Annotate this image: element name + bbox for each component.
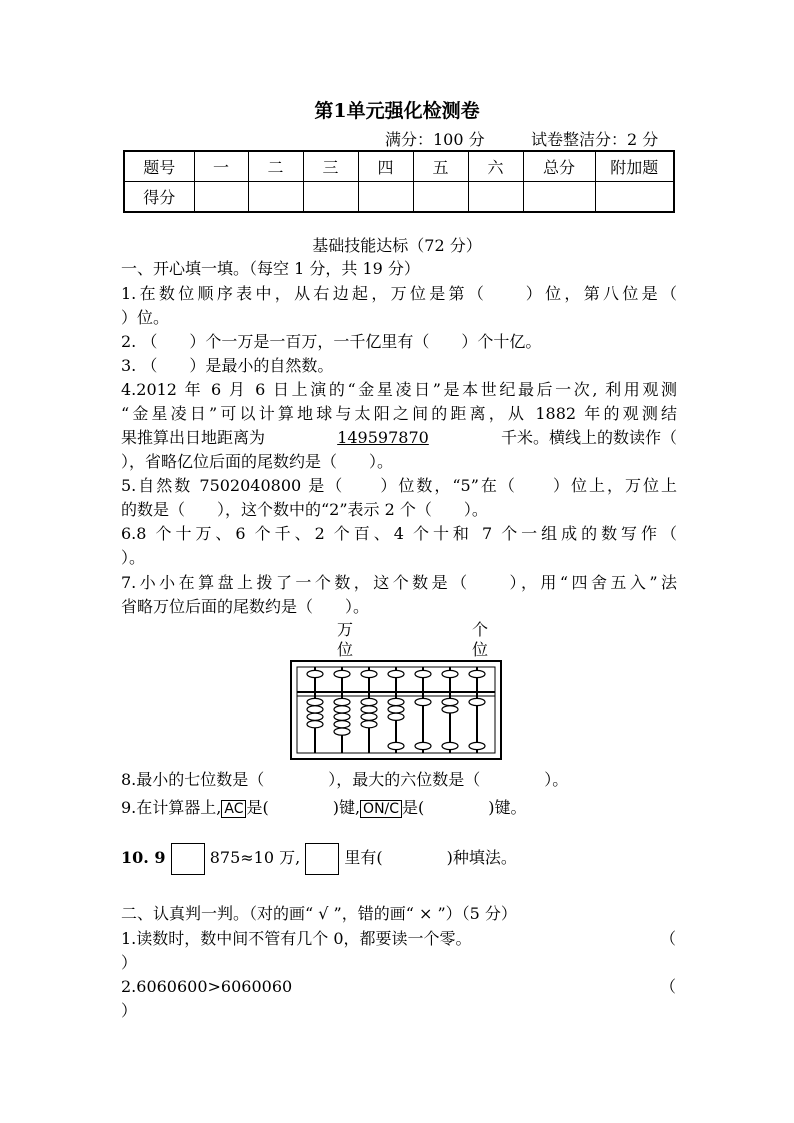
- abacus-lower-bead: [361, 721, 377, 728]
- abacus-resting-bead: [442, 742, 458, 749]
- score-header-cell: 附加题: [595, 151, 674, 182]
- abacus-lower-bead: [334, 728, 350, 735]
- q9: [121, 796, 677, 821]
- score-input-cell[interactable]: [303, 182, 358, 213]
- score-input-cell[interactable]: [248, 182, 303, 213]
- abacus-label-wan: 万 位: [336, 620, 353, 659]
- q1-line2: ）位。: [121, 308, 170, 327]
- q4-line3: [121, 426, 677, 450]
- score-input-cell[interactable]: [413, 182, 468, 213]
- abacus-upper-bead: [334, 670, 350, 677]
- abacus-lower-bead: [334, 721, 350, 728]
- q10-blank-box-2[interactable]: [305, 843, 339, 875]
- abacus-lower-bead: [307, 698, 323, 705]
- abacus-lower-bead: [361, 706, 377, 713]
- q2: 2. （ ）个一万是一百万，一千亿里有（ ）个十亿。: [121, 332, 542, 351]
- abacus-rods: [307, 667, 485, 753]
- ac-key: AC: [221, 800, 246, 818]
- q5-line2: 的数是（ ），这个数中的“2”表示 2 个（ ）。: [121, 500, 488, 519]
- abacus: [290, 660, 502, 760]
- q7-line2: 省略万位后面的尾数约是（ ）。: [121, 597, 370, 616]
- page-title: 第1单元强化检测卷: [314, 100, 480, 122]
- q9-suffix: 是( )键。: [402, 798, 527, 817]
- abacus-lower-bead: [334, 713, 350, 720]
- q9-prefix: 9.在计算器上,: [121, 798, 222, 817]
- q10-middle: 875≈10 万,: [209, 848, 301, 867]
- abacus-resting-bead: [469, 742, 485, 749]
- judge-q1: 1.读数时，数中间不管有几个 0，都要读一个零。: [121, 929, 472, 948]
- abacus-lower-bead: [469, 698, 485, 705]
- score-input-cell[interactable]: [468, 182, 523, 213]
- abacus-upper-bead: [361, 670, 377, 677]
- abacus-label-ge: 个 位: [471, 620, 488, 659]
- judge-q2-close-paren: ）: [121, 1001, 138, 1020]
- score-header-cell: 二: [248, 151, 303, 182]
- score-input-cell[interactable]: [595, 182, 674, 213]
- abacus-lower-bead: [442, 706, 458, 713]
- abacus-lower-bead: [307, 713, 323, 720]
- abacus-lower-bead: [415, 698, 431, 705]
- q6-line1: 6.8 个十万、6 个千、2 个百、4 个十和 7 个一组成的数写作（: [121, 524, 677, 543]
- q10-prefix: 10. 9: [121, 848, 166, 867]
- abacus-lower-bead: [307, 706, 323, 713]
- score-table-score-row: [124, 182, 674, 213]
- abacus-lower-bead: [334, 706, 350, 713]
- score-header-cell: 五: [413, 151, 468, 182]
- score-header-cell: 一: [194, 151, 248, 182]
- abacus-upper-bead: [469, 670, 485, 677]
- q4-line3-suffix: 千米。横线上的数读作（: [500, 428, 677, 447]
- part1-heading: 一、开心填一填。（每空 1 分，共 19 分）: [121, 259, 420, 278]
- abacus-resting-bead: [388, 742, 404, 749]
- onc-key: ON/C: [360, 800, 402, 818]
- abacus-upper-bead: [388, 670, 404, 677]
- abacus-lower-bead: [388, 706, 404, 713]
- full-score: 满分：100 分: [385, 130, 485, 149]
- score-table: [123, 150, 675, 213]
- abacus-lower-bead: [307, 721, 323, 728]
- score-header-cell: 六: [468, 151, 523, 182]
- score-input-cell[interactable]: [523, 182, 595, 213]
- abacus-lower-bead: [388, 698, 404, 705]
- q4-underlined-number: 149597870: [337, 428, 429, 447]
- q7-line1: 7.小小在算盘上拨了一个数，这个数是（ ），用“四舍五入”法: [121, 573, 677, 592]
- score-header-cell: 三: [303, 151, 358, 182]
- score-input-cell[interactable]: [194, 182, 248, 213]
- judge-q1-open-paren: （: [660, 929, 677, 948]
- q3: 3. （ ）是最小的自然数。: [121, 356, 334, 375]
- q1-line1: 1.在数位顺序表中，从右边起，万位是第（ ）位，第八位是（: [121, 284, 677, 303]
- score-header-cell: 四: [358, 151, 413, 182]
- section-a-title: 基础技能达标（72 分）: [312, 236, 482, 255]
- score-row-label: 得分: [124, 182, 194, 213]
- score-header-cell: 题号: [124, 151, 194, 182]
- abacus-upper-bead: [415, 670, 431, 677]
- judge-q1-close-paren: ）: [121, 953, 138, 972]
- score-table-header-row: [124, 151, 674, 182]
- q4-line1: 4.2012 年 6 月 6 日上演的“金星凌日”是本世纪最后一次, 利用观测: [121, 380, 677, 399]
- judge-q2: 2.6060600>6060060: [121, 977, 293, 996]
- q10-suffix: 里有( )种填法。: [344, 848, 517, 867]
- q4-line3-prefix: 果推算出日地距离为: [121, 428, 266, 447]
- abacus-upper-bead: [442, 670, 458, 677]
- q4-line2: “金星凌日”可以计算地球与太阳之间的距离，从 1882 年的观测结: [121, 404, 677, 423]
- q10-blank-box-1[interactable]: [171, 843, 205, 875]
- q8: 8.最小的七位数是（ ），最大的六位数是（ ）。: [121, 770, 569, 789]
- score-input-cell[interactable]: [358, 182, 413, 213]
- q6-line2: ）。: [121, 548, 146, 567]
- q4-line4: ），省略亿位后面的尾数约是（ ）。: [121, 452, 394, 471]
- abacus-lower-bead: [361, 713, 377, 720]
- score-header-cell: 总分: [523, 151, 595, 182]
- q10: [121, 842, 677, 875]
- abacus-lower-bead: [361, 698, 377, 705]
- judge-q2-open-paren: （: [660, 977, 677, 996]
- abacus-lower-bead: [442, 698, 458, 705]
- abacus-lower-bead: [334, 698, 350, 705]
- abacus-lower-bead: [388, 713, 404, 720]
- abacus-resting-bead: [415, 742, 431, 749]
- q5-line1: 5.自然数 7502040800 是（ ）位数，“5”在（ ）位上，万位上: [121, 476, 677, 495]
- neat-score: 试卷整洁分：2 分: [531, 130, 659, 149]
- q9-middle: 是( )键,: [246, 798, 361, 817]
- abacus-upper-bead: [307, 670, 323, 677]
- part2-heading: 二、认真判一判。（对的画“ √ ”，错的画“ × ”）（5 分）: [121, 904, 517, 923]
